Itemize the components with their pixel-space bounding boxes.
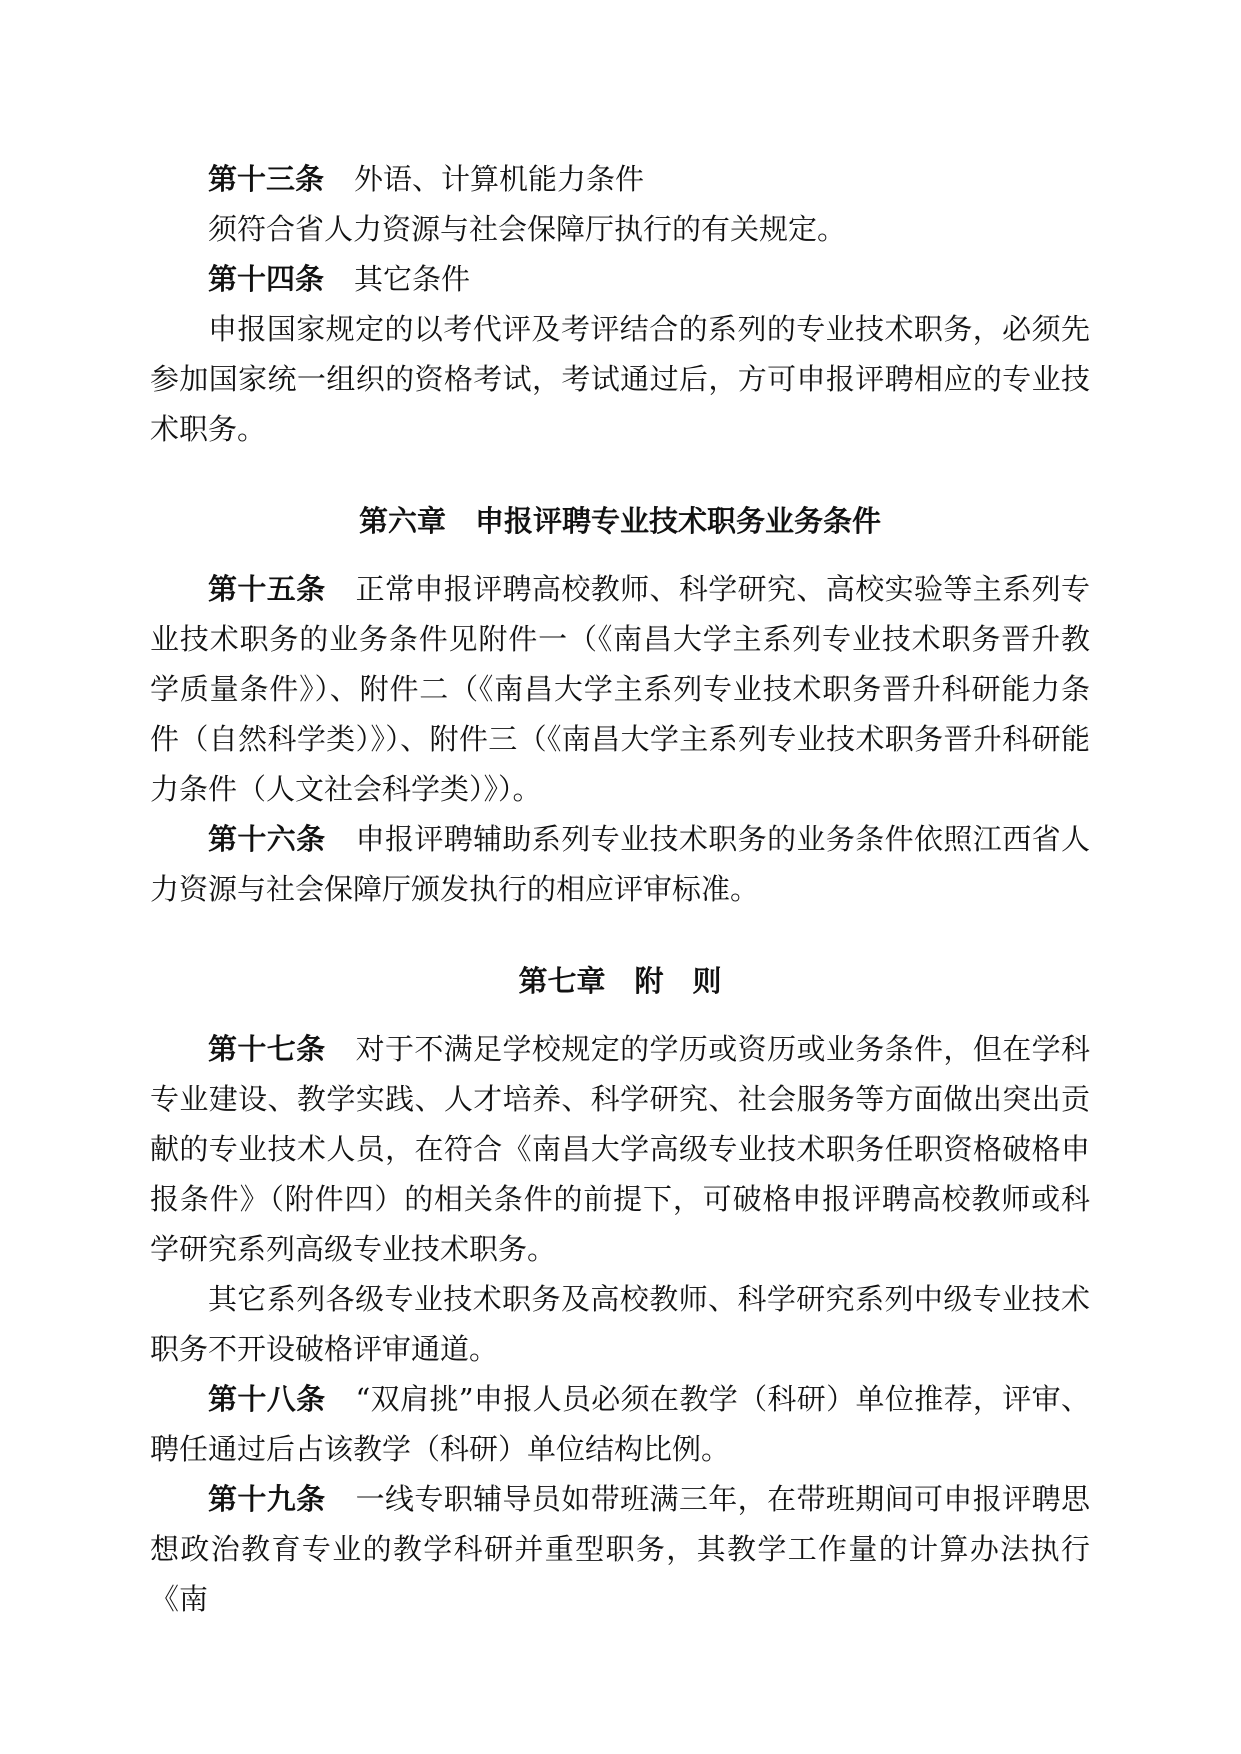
chapter-7-title: 第七章 附 则	[518, 964, 722, 998]
article-18-label: 第十八条	[208, 1382, 326, 1416]
article-15-text: 正常申报评聘高校教师、科学研究、高校实验等主系列专业技术职务的业务条件见附件一（《南昌大学主系列专业技术职务晋升教学质量条件》）、附件二（《南昌大学主系列专业技术职务晋升科研能力条件（自然科学类）》）、附件三（《南昌大学主系列专业技术职务晋升科研能力条件（人文社会科学类）》）。	[150, 572, 1090, 806]
article-17-supplement: 其它系列各级专业技术职务及高校教师、科学研究系列中级专业技术职务不开设破格评审通道。	[150, 1282, 1090, 1366]
spacer	[150, 546, 1090, 564]
article-16	[150, 814, 1090, 914]
spacer	[150, 914, 1090, 956]
article-19-label: 第十九条	[208, 1482, 326, 1516]
article-14-title: 其它条件	[354, 262, 471, 296]
article-17-label: 第十七条	[208, 1032, 326, 1066]
article-13-heading	[150, 154, 1090, 204]
article-19	[150, 1474, 1090, 1624]
article-15-label: 第十五条	[208, 572, 326, 606]
article-18	[150, 1374, 1090, 1474]
article-19-text: 一线专职辅导员如带班满三年，在带班期间可申报评聘思想政治教育专业的教学科研并重型职务，其教学工作量的计算办法执行《南	[150, 1482, 1090, 1616]
article-17-text: 对于不满足学校规定的学历或资历或业务条件，但在学科专业建设、教学实践、人才培养、科学研究、社会服务等方面做出突出贡献的专业技术人员，在符合《南昌大学高级专业技术职务任职资格破格申报条件》（附件四）的相关条件的前提下，可破格申报评聘高校教师或科学研究系列高级专业技术职务。	[150, 1032, 1090, 1266]
chapter-6-title: 第六章 申报评聘专业技术职务业务条件	[358, 504, 881, 538]
article-18-text: “双肩挑”申报人员必须在教学（科研）单位推荐，评审、聘任通过后占该教学（科研）单位结构比例。	[150, 1382, 1090, 1466]
article-13-label: 第十三条	[208, 162, 325, 196]
article-13-title: 外语、计算机能力条件	[354, 162, 645, 196]
article-15	[150, 564, 1090, 814]
article-16-text: 申报评聘辅助系列专业技术职务的业务条件依照江西省人力资源与社会保障厅颁发执行的相应评审标准。	[150, 822, 1090, 906]
article-14-label: 第十四条	[208, 262, 325, 296]
document-page	[150, 154, 1090, 1624]
article-14-body: 申报国家规定的以考代评及考评结合的系列的专业技术职务，必须先参加国家统一组织的资格考试，考试通过后，方可申报评聘相应的专业技术职务。	[150, 312, 1090, 446]
article-14-heading	[150, 254, 1090, 304]
article-17	[150, 1024, 1090, 1274]
spacer	[150, 1006, 1090, 1024]
article-13-body: 须符合省人力资源与社会保障厅执行的有关规定。	[208, 212, 847, 246]
spacer	[150, 454, 1090, 496]
article-16-label: 第十六条	[208, 822, 326, 856]
